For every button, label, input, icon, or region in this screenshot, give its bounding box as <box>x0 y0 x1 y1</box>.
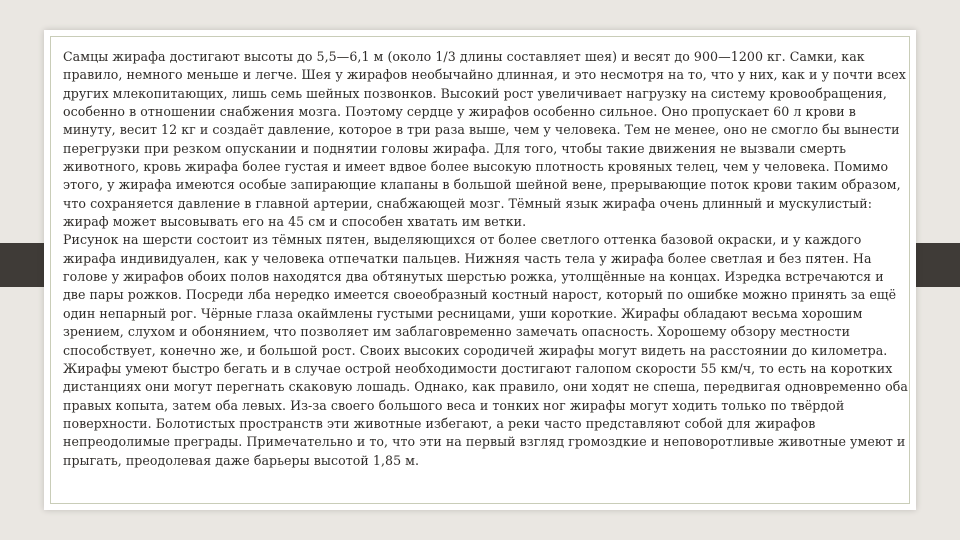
paragraph-anatomy: Самцы жирафа достигают высоты до 5,5—6,1 м (около 1/3 длины составляет шея) и весят до 900—1200 кг. Самки, как правило, немного меньше и легче. Шея у жирафов необычайно длинная, и это несмотря на то, что у них, как и у почти всех других млекопитающих, лишь семь шейных позвонков. Высокий рост увеличивает нагрузку на систему кровообращения, особенно в отношении снабжения мозга. Поэтому сердце у жирафов особенно сильное. Оно пропускает 60 л крови в минуту, весит 12 кг и создаёт давление, которое в три раза выше, чем у человека. Тем не менее, оно не смогло бы вынести перегрузки при резком опускании и поднятии головы жирафа. Для того, чтобы такие движения не вызвали смерть животного, кровь жирафа более густая и имеет вдвое более высокую плотность кровяных телец, чем у человека. Помимо этого, у жирафа имеются особые запирающие клапаны в большой шейной вене, прерывающие поток крови таким образом, что сохраняется давление в главной артерии, снабжающей мозг. Тёмный язык жирафа очень длинный и мускулистый: жираф может высовывать его на 45 см и способен хватать им ветки. <box>63 49 906 230</box>
text-body <box>63 48 908 470</box>
paragraph-movement: Жирафы умеют быстро бегать и в случае острой необходимости достигают галопом скорости 55 км/ч, то есть на коротких дистанциях они могут перегнать скаковую лошадь. Однако, как правило, они ходят не спеша, передвигая одновременно оба правых копыта, затем оба левых. Из-за своего большого веса и тонких ног жирафы могут ходить только по твёрдой поверхности. Болотистых пространств эти животные избегают, а реки часто представляют собой для жирафов непреодолимые преграды. Примечательно и то, что эти на первый взгляд громоздкие и неповоротливые животные умеют и прыгать, преодолевая даже барьеры высотой 1,85 м. <box>63 360 908 468</box>
paragraph-coat-pattern: Рисунок на шерсти состоит из тёмных пятен, выделяющихся от более светлого оттенка базовой окраски, и у каждого жирафа индивидуален, как у человека отпечатки пальцев. Нижняя часть тела у жирафа более светлая и без пятен. На голове у жирафов обоих полов находятся два обтянутых шерстью рожка, утолщённые на концах. Изредка встречаются и две пары рожков. Посреди лба нередко имеется своеобразный костный нарост, который по ошибке можно принять за ещё один непарный рог. Чёрные глаза окаймлены густыми ресницами, уши короткие. Жирафы обладают весьма хорошим зрением, слухом и обонянием, что позволяет им заблаговременно замечать опасность. Хорошему обзору местности способствует, конечно же, и большой рост. Своих высоких сородичей жирафы могут видеть на расстоянии до километра. <box>63 232 897 358</box>
text-card <box>44 30 916 510</box>
